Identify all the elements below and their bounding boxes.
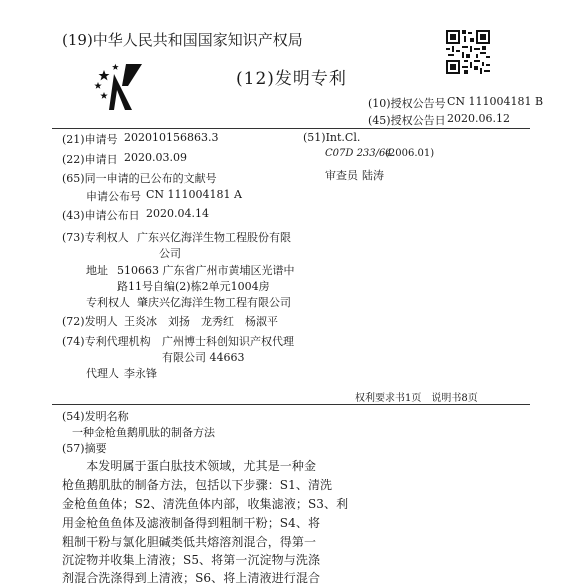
pages-info: 权利要求书1页 说明书8页: [355, 393, 478, 404]
patentee-continued: 公司: [159, 247, 181, 260]
abstract-line: 本发明属于蛋白肽技术领域，尤其是一种金: [62, 459, 317, 473]
grant-number: CN 111004181 B: [447, 95, 544, 108]
co-patentee: 肇庆兴亿海洋生物工程有限公司: [137, 296, 291, 309]
patent-agency: 广州博士科创知识产权代理: [162, 335, 294, 348]
publication-date: 2020.04.14: [146, 207, 209, 220]
invention-title-label: (54)发明名称: [62, 410, 129, 423]
application-number: 202010156863.3: [124, 131, 219, 144]
examiner: 陆涛: [362, 169, 384, 182]
patentee-label: (73)专利权人: [62, 231, 129, 244]
address: 510663 广东省广州市黄埔区光谱中: [117, 264, 295, 277]
pages-divider: [52, 404, 530, 405]
abstract-line: 用金枪鱼鱼体及滤液制备得到粗制干粉；S4、将: [62, 516, 321, 530]
grant-date-label: (45)授权公告日: [368, 114, 446, 127]
abstract-line: 沉淀物并收集上清液；S5、将第一沉淀物与洗涤: [62, 553, 321, 567]
application-date-label: (22)申请日: [62, 153, 118, 166]
abstract-line: 剂混合洗涤得到上清液；S6、将上清液进行混合: [62, 571, 321, 585]
abstract-line: 枪鱼鹅肌肽的制备方法，包括以下步骤：S1、清洗: [62, 478, 333, 492]
office-name: (19)中华人民共和国国家知识产权局: [62, 31, 303, 49]
grant-date: 2020.06.12: [447, 112, 510, 125]
publication-date-label: (43)申请公布日: [62, 209, 140, 222]
abstract-label: (57)摘要: [62, 442, 107, 455]
address-label: 地址: [86, 264, 108, 277]
document-type: (12)发明专利: [236, 69, 347, 89]
inventors-label: (72)发明人: [62, 315, 118, 328]
co-patentee-label: 专利权人: [86, 296, 130, 309]
application-number-label: (21)申请号: [62, 133, 118, 146]
agent-label: 代理人: [86, 367, 119, 380]
patent-agency-continued: 有限公司 44663: [162, 351, 245, 364]
grant-number-label: (10)授权公告号: [368, 97, 446, 110]
prior-publication-label: (65)同一申请的已公布的文献号: [62, 172, 217, 185]
ipc-label: (51)Int.Cl.: [303, 131, 361, 144]
ipc-code: C07D 233/64: [325, 148, 392, 159]
application-date: 2020.03.09: [124, 151, 187, 164]
cnipa-emblem: [92, 62, 144, 112]
abstract-line: 金枪鱼鱼体；S2、清洗鱼体内部，收集滤液；S3、利: [62, 497, 349, 511]
patent-agency-label: (74)专利代理机构: [62, 335, 151, 348]
publication-number: CN 111004181 A: [146, 188, 242, 201]
inventors: 王炎冰 刘扬 龙秀红 杨淑平: [124, 315, 278, 328]
address-continued: 路11号自编(2)栋2单元1004房: [117, 280, 270, 293]
header-divider: [52, 128, 530, 129]
publication-number-label: 申请公布号: [86, 190, 141, 203]
agent: 李永锋: [124, 367, 157, 380]
invention-title: 一种金枪鱼鹅肌肽的制备方法: [72, 426, 215, 439]
patentee: 广东兴亿海洋生物工程股份有限: [137, 231, 291, 244]
ipc-version: (2006.01): [385, 148, 435, 159]
abstract-line: 粗制干粉与氯化胆碱类低共熔溶剂混合，得第一: [62, 535, 317, 549]
examiner-label: 审查员: [325, 169, 358, 182]
qr-code: [446, 30, 490, 74]
